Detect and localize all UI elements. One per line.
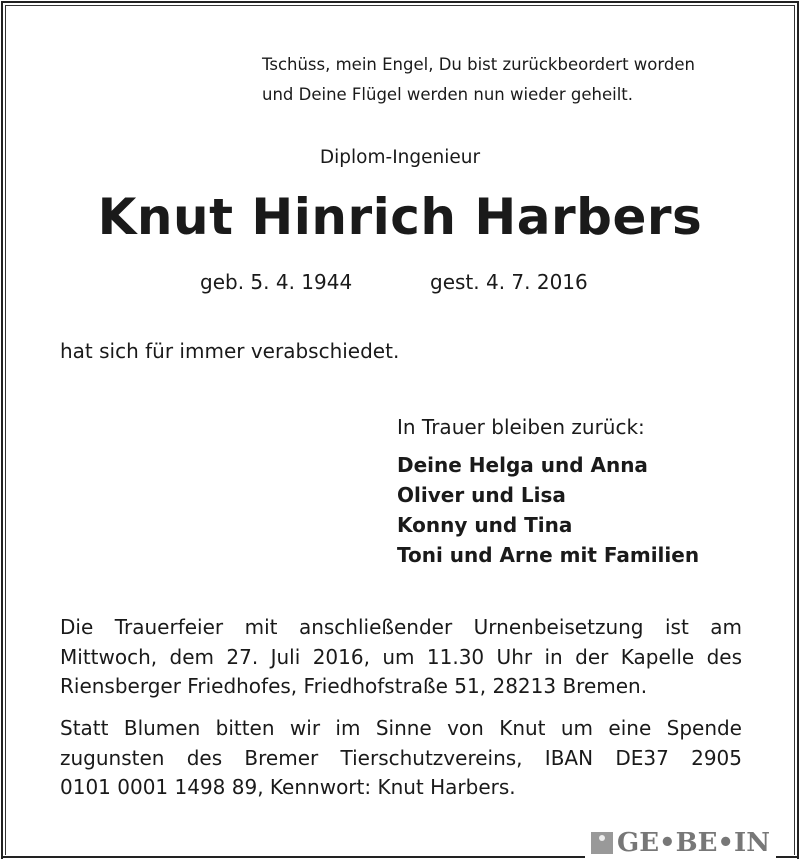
mourners-list: [397, 450, 699, 570]
mourners-intro: In Trauer bleiben zurück:: [397, 415, 645, 439]
mourner: Oliver und Lisa: [397, 483, 566, 507]
ceremony-line: Riensberger Friedhofes, Friedhofstraße 51, 28213 Bremen.: [60, 674, 648, 698]
mourner: Konny und Tina: [397, 513, 573, 537]
death-date: gest. 4. 7. 2016: [430, 270, 588, 294]
ceremony-line: Mittwoch, dem 27. Juli 2016, um 11.30 Uhr in der Kapelle des: [60, 644, 742, 669]
quote: [262, 50, 695, 110]
donation-line: 0101 0001 1498 89, Kennwort: Knut Harbers.: [60, 775, 516, 799]
donation-paragraph: [60, 714, 742, 803]
quote-line: und Deine Flügel werden nun wieder geheilt.: [262, 85, 634, 104]
farewell-text: hat sich für immer verabschiedet.: [60, 339, 400, 363]
quote-line: Tschüss, mein Engel, Du bist zurückbeordert worden: [262, 55, 695, 74]
logo-text: GE•BE•IN: [617, 828, 770, 858]
donation-line: zugunsten des Bremer Tierschutzvereins, IBAN DE37 2905: [60, 745, 742, 770]
logo-icon: [591, 832, 613, 854]
ceremony-paragraph: [60, 613, 742, 702]
birth-date: geb. 5. 4. 1944: [200, 270, 353, 294]
mourner: Deine Helga und Anna: [397, 453, 648, 477]
deceased-name: Knut Hinrich Harbers: [97, 188, 703, 246]
academic-title: Diplom-Ingenieur: [319, 147, 481, 168]
gebein-logo: [585, 827, 776, 859]
mourner: Toni und Arne mit Familien: [397, 543, 700, 567]
donation-line: Statt Blumen bitten wir im Sinne von Knut um eine Spende: [60, 716, 742, 740]
ceremony-line: Die Trauerfeier mit anschließender Urnenbeisetzung ist am: [60, 615, 742, 639]
